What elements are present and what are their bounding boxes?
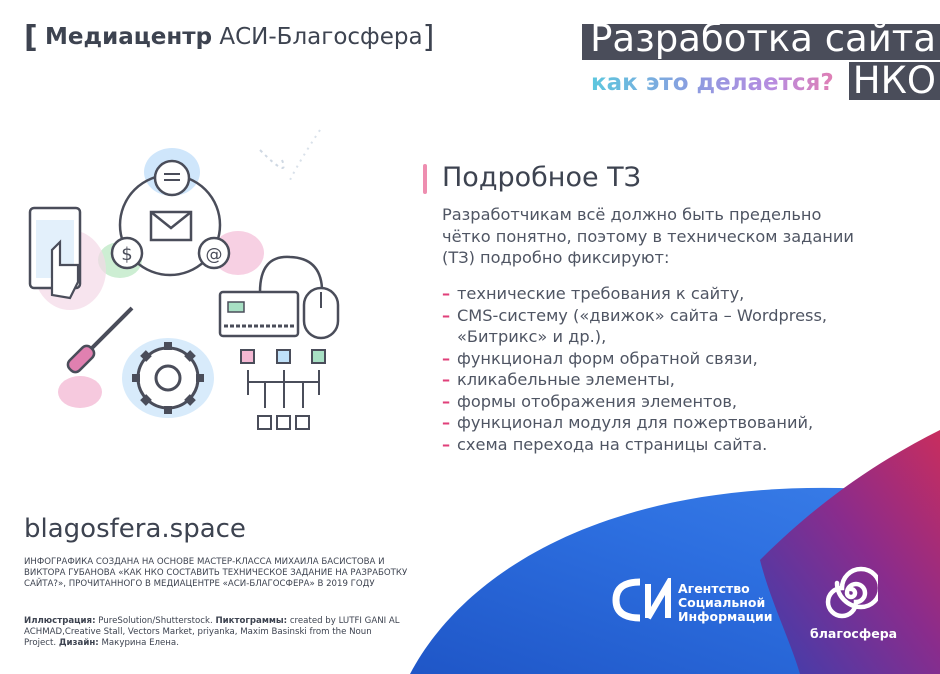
email-icon <box>151 212 191 240</box>
requirement-text: CMS-систему («движок» сайта – Wordpress, «Битрикс» и др.), <box>457 305 828 346</box>
asi-line1: Агентство <box>678 581 750 596</box>
media-center-brand <box>24 20 434 55</box>
list-dash: – <box>442 413 451 432</box>
requirement-text: функционал модуля для пожертвований, <box>457 413 814 432</box>
site-url[interactable]: blagosfera.space <box>24 514 246 544</box>
credits-illustration: PureSolution/Shutterstock. <box>98 616 213 626</box>
credits <box>24 616 404 649</box>
asi-logo-text <box>678 582 772 624</box>
infographic-note: ИНФОГРАФИКА СОЗДАНА НА ОСНОВЕ МАСТЕР-КЛАССА МИХАИЛА БАСИСТОВА И ВИКТОРА ГУБАНОВА «КАК НКО СОСТАВИТЬ ТЕХНИЧЕСКОЕ ЗАДАНИЕ НА РАЗРАБОТКУ САЙТА?», ПРОЧИТАННОГО В МЕДИАЦЕНТРЕ «АСИ-БЛАГОСФЕРА» В 2019 ГОДУ <box>24 557 408 589</box>
requirement-item <box>442 283 872 305</box>
asi-logo-mark <box>612 578 674 622</box>
requirements-list <box>442 283 872 455</box>
credits-design: Макурина Елена. <box>101 638 179 648</box>
requirement-text: технические требования к сайту, <box>457 284 745 303</box>
list-dash: – <box>442 370 451 389</box>
brand-bold: Медиацентр <box>45 24 213 50</box>
requirement-item <box>442 434 872 456</box>
list-dash: – <box>442 348 451 368</box>
title-line2-box <box>849 59 940 102</box>
list-dash: – <box>442 391 451 411</box>
requirement-item <box>442 412 872 434</box>
requirement-text: кликабельные элементы, <box>457 370 675 389</box>
requirement-text: формы отображения элементов, <box>457 391 738 411</box>
asi-line2: Социальной <box>678 595 766 610</box>
page-subtitle: как это делается? <box>591 70 834 96</box>
asi-line3: Информации <box>678 609 773 624</box>
requirement-text: функционал форм обратной связи, <box>457 348 758 368</box>
list-dash: – <box>442 284 451 303</box>
credit-card-icon <box>220 292 298 336</box>
section-title: Подробное ТЗ <box>442 162 641 193</box>
requirement-item <box>442 348 872 370</box>
dollar-coin-icon <box>112 238 142 268</box>
screwdriver-icon <box>65 308 132 375</box>
requirement-text: схема перехода на страницы сайта. <box>457 434 768 454</box>
blagosfera-logo-text: благосфера <box>810 626 898 641</box>
credits-design-label: Дизайн: <box>58 638 99 648</box>
sitemap-icon <box>241 350 325 429</box>
tablet-touch-icon <box>30 208 80 298</box>
page-title-line1: Разработка сайта <box>590 17 936 60</box>
svg-text:$: $ <box>121 244 133 265</box>
credits-icons-label: Пиктограммы: <box>215 616 288 626</box>
process-illustration <box>20 120 350 440</box>
list-dash: – <box>442 434 451 454</box>
svg-text:@: @ <box>205 245 223 265</box>
at-sign-icon <box>199 238 229 268</box>
section-accent-bar <box>423 164 427 194</box>
requirement-item <box>442 369 872 391</box>
section-intro: Разработчикам всё должно быть предельно чётко понятно, поэтому в техническом задании (ТЗ) подробно фиксируют: <box>442 205 854 267</box>
requirement-item <box>442 391 872 413</box>
brand-rest: АСИ-Благосфера <box>219 24 423 50</box>
blagosfera-spiral-icon <box>824 566 878 620</box>
credits-illustration-label: Иллюстрация: <box>24 616 96 626</box>
chat-bubble-icon <box>155 161 189 195</box>
list-dash: – <box>442 305 451 325</box>
page-title-line2: НКО <box>852 59 936 102</box>
bracket-close: ] <box>422 20 435 55</box>
bracket-open: [ <box>24 20 38 55</box>
title-line1-box <box>582 17 940 60</box>
requirement-item <box>442 305 872 348</box>
credits-icons: created by LUTFI GANI AL ACHMAD,Creative Stall, Vectors Market, priyanka, Maxim Basinski from the Noun Project. <box>24 616 400 648</box>
